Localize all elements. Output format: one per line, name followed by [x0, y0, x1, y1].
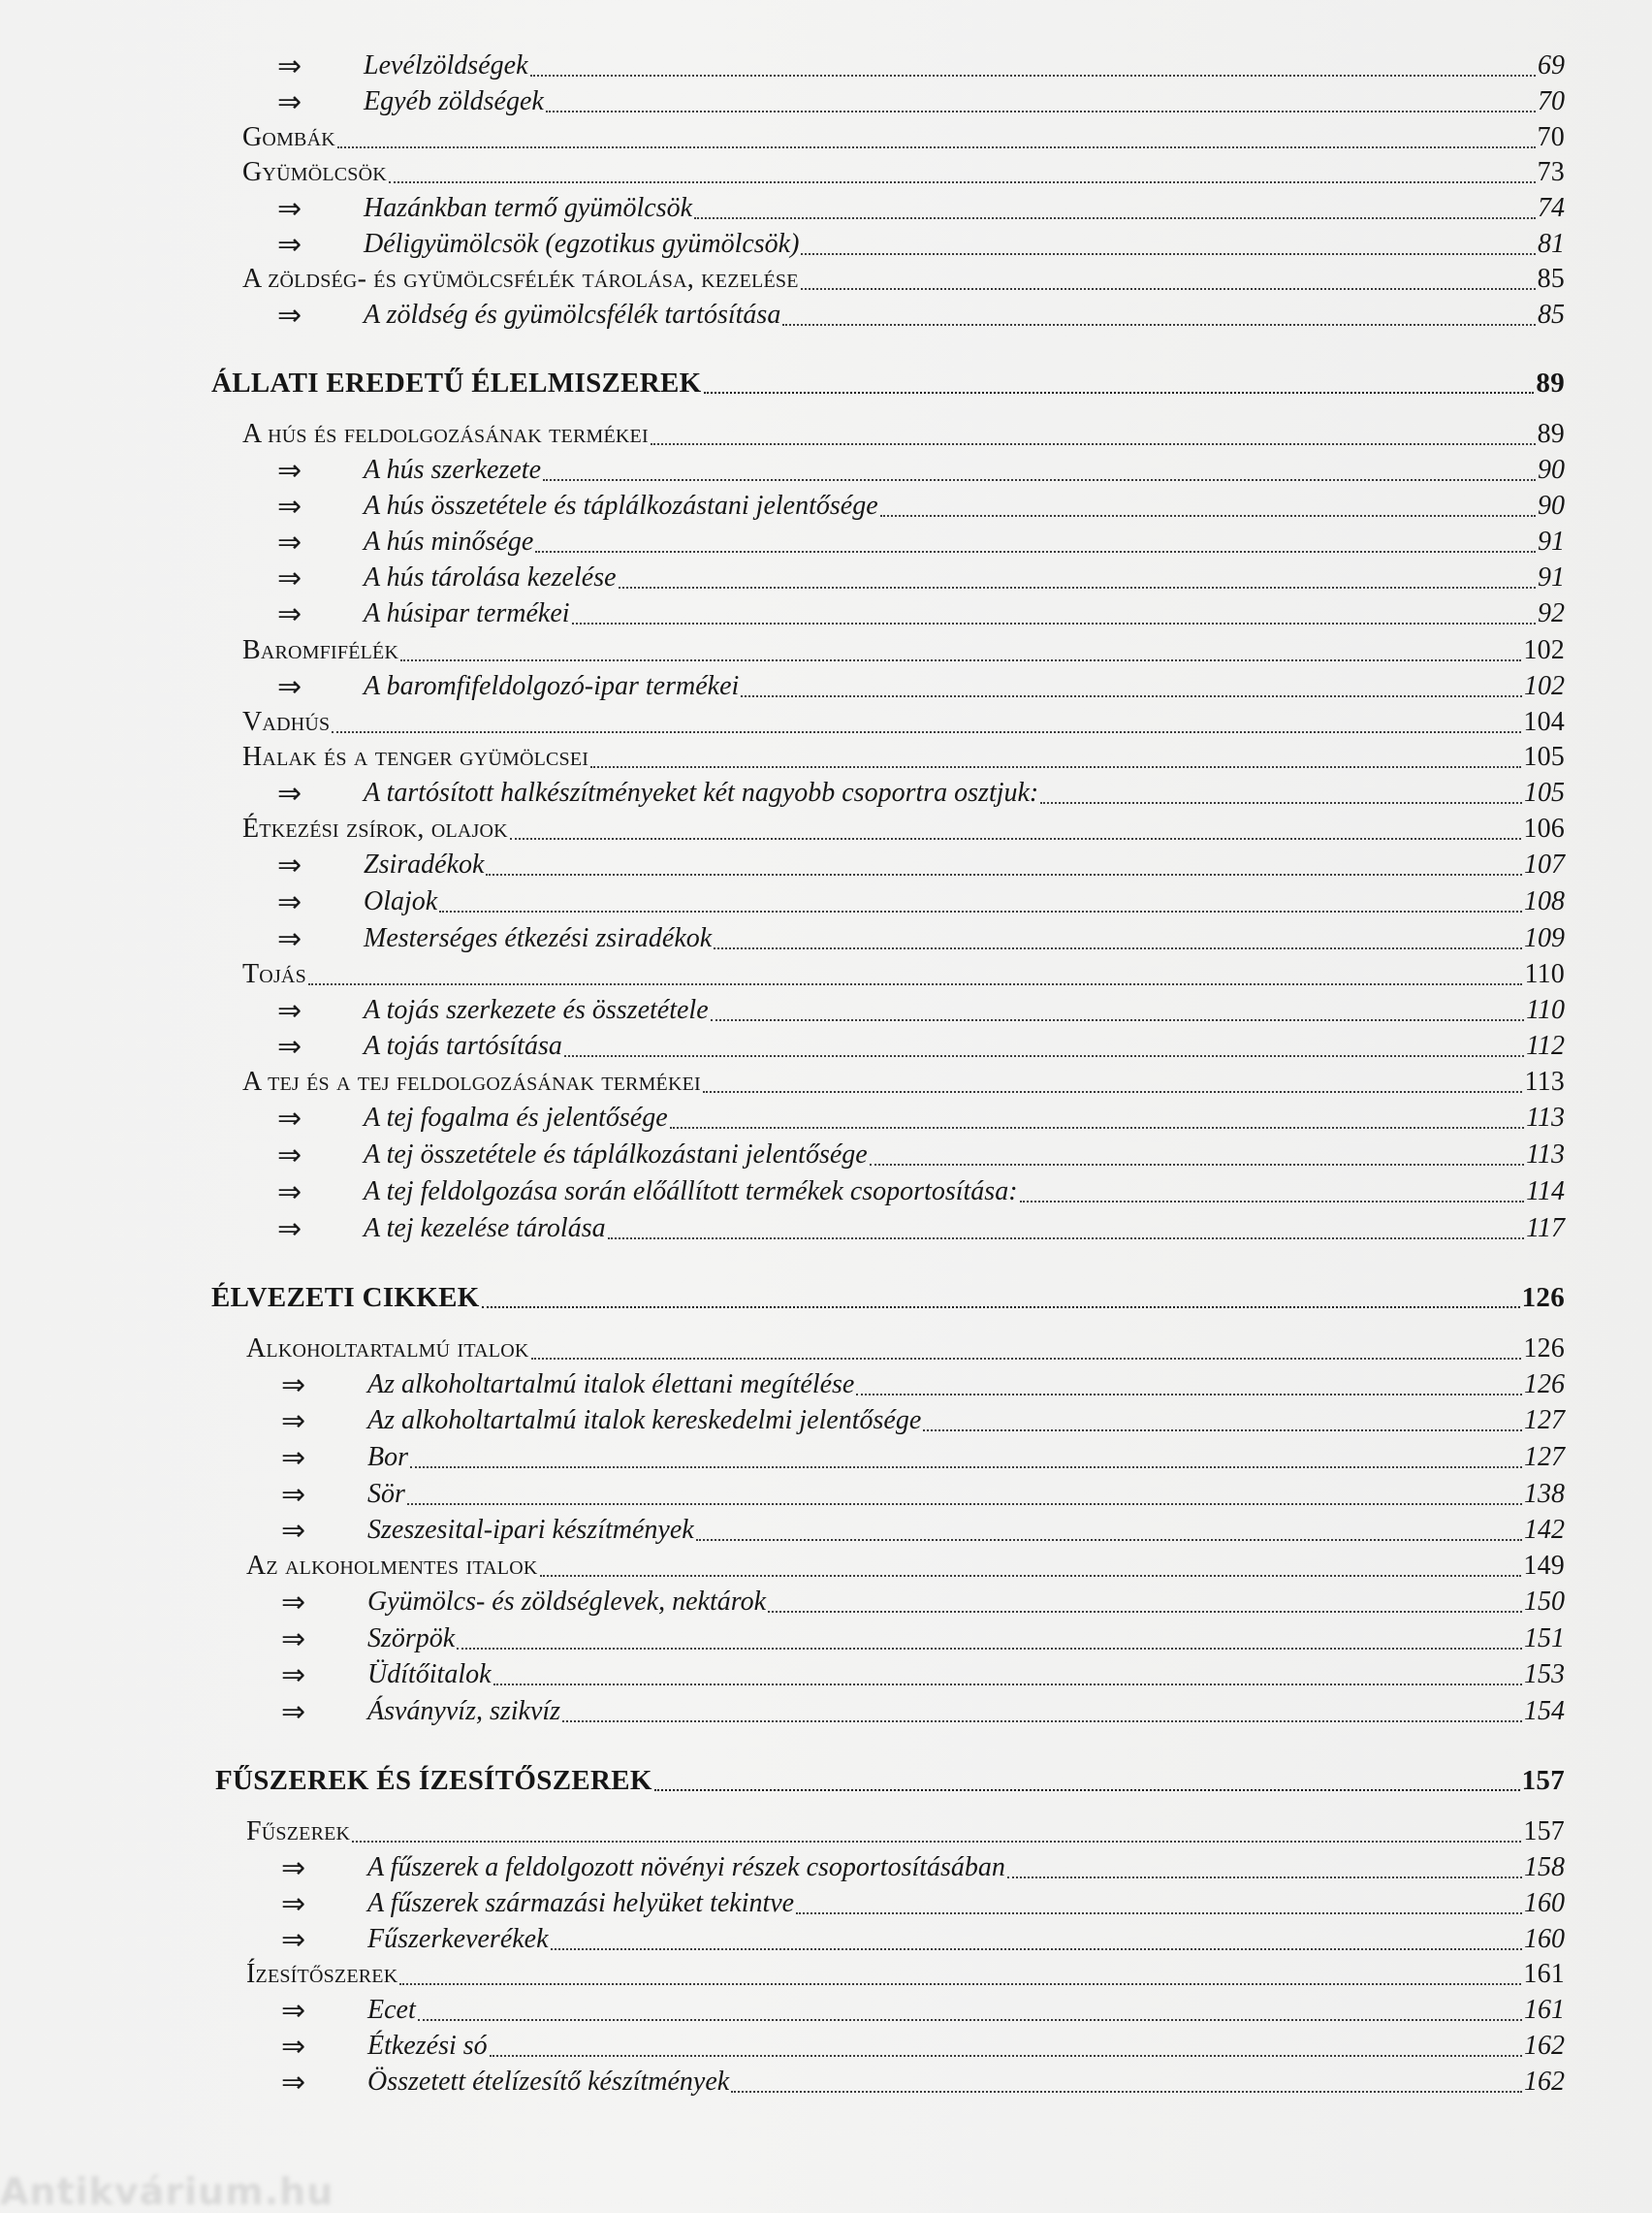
toc-page-number: 74	[1538, 193, 1565, 223]
dot-leader	[564, 1055, 1524, 1057]
arrow-icon: ⇒	[277, 1102, 302, 1136]
dot-leader	[399, 1983, 1521, 1985]
arrow-icon: ⇒	[281, 1368, 306, 1402]
toc-entry	[281, 1586, 1565, 1620]
dot-leader	[543, 479, 1536, 481]
toc-page-number: 160	[1524, 1888, 1565, 1918]
toc-page-number: 105	[1523, 742, 1565, 772]
dot-leader	[1007, 1876, 1522, 1878]
toc-page-number: 158	[1524, 1852, 1565, 1882]
toc-entry-title: A tartósított halkészítményeket két nagyobb csoportra osztjuk:	[364, 778, 1039, 808]
arrow-icon: ⇒	[277, 1139, 302, 1172]
toc-entry	[277, 1102, 1565, 1136]
toc-entry	[277, 228, 1565, 262]
toc-page-number: 113	[1524, 1067, 1565, 1097]
arrow-icon: ⇒	[281, 1658, 306, 1692]
dot-leader	[1020, 1201, 1525, 1203]
toc-entry	[277, 454, 1565, 488]
toc-entry	[277, 85, 1565, 119]
toc-entry	[277, 526, 1565, 560]
dot-leader	[711, 1019, 1524, 1021]
dot-leader	[540, 1575, 1522, 1577]
toc-page-number: 85	[1538, 300, 1565, 330]
toc-section	[242, 959, 1565, 992]
toc-entry-title: Mesterséges étkezési zsiradékok	[364, 923, 713, 953]
toc-section	[242, 419, 1565, 452]
toc-entry-title: Ízesítőszerek	[246, 1959, 398, 1989]
arrow-icon: ⇒	[281, 2066, 306, 2100]
toc-entry-title: Hazánkban termő gyümölcsök	[364, 193, 693, 223]
toc-entry-title: A zöldség és gyümölcsfélék tartósítása	[364, 300, 781, 330]
toc-entry-title: Egyéb zöldségek	[364, 86, 544, 116]
dot-leader	[337, 146, 1536, 148]
dot-leader	[731, 2091, 1522, 2093]
toc-entry	[281, 1478, 1565, 1512]
toc-entry	[277, 777, 1565, 811]
toc-page-number: 91	[1538, 562, 1565, 593]
toc-section	[242, 742, 1565, 775]
toc-entry	[277, 922, 1565, 956]
toc-page-number: 81	[1538, 229, 1565, 259]
toc-page-number: 127	[1524, 1405, 1565, 1435]
toc-section	[242, 1067, 1565, 1100]
dot-leader	[923, 1429, 1522, 1431]
toc-entry-title: Étkezési zsírok, olajok	[242, 814, 508, 844]
dot-leader	[493, 1684, 1522, 1685]
toc-entry-title: Üdítőitalok	[367, 1659, 492, 1689]
dot-leader	[551, 1948, 1522, 1950]
toc-entry	[281, 1887, 1565, 1921]
dot-leader	[389, 181, 1536, 183]
dot-leader	[801, 288, 1536, 290]
toc-entry	[277, 192, 1565, 226]
toc-page-number: 149	[1523, 1551, 1565, 1581]
toc-page-number: 104	[1523, 707, 1565, 737]
toc-entry-title: A tej fogalma és jelentősége	[364, 1103, 668, 1133]
toc-page-number: 105	[1524, 778, 1565, 808]
toc-page-number: 90	[1538, 491, 1565, 521]
toc-entry-title: Fűszerek	[246, 1816, 351, 1846]
toc-entry	[281, 1368, 1565, 1402]
toc-page-number: 113	[1526, 1139, 1565, 1170]
toc-entry	[277, 597, 1565, 631]
toc-entry-title: Étkezési só	[367, 2031, 488, 2061]
toc-entry-title: Vadhús	[242, 707, 331, 737]
toc-entry	[277, 49, 1565, 83]
toc-entry-title: A fűszerek származási helyüket tekintve	[367, 1888, 795, 1918]
toc-entry	[277, 299, 1565, 333]
dot-leader	[704, 392, 1535, 394]
dot-leader	[572, 623, 1536, 625]
toc-page-number: 90	[1538, 455, 1565, 485]
dot-leader	[856, 1394, 1522, 1395]
toc-entry	[281, 1851, 1565, 1885]
arrow-icon: ⇒	[277, 561, 302, 595]
dot-leader	[651, 443, 1536, 445]
toc-entry	[281, 1658, 1565, 1692]
toc-entry-title: A tej kezelése tárolása	[364, 1213, 606, 1243]
toc-entry-title: Az alkoholtartalmú italok kereskedelmi jelentősége	[367, 1405, 922, 1435]
toc-page-number: 92	[1538, 598, 1565, 628]
toc-page-number: 106	[1523, 814, 1565, 844]
toc-page-number: 110	[1524, 959, 1565, 989]
toc-page-number: 153	[1524, 1659, 1565, 1689]
dot-leader	[801, 253, 1536, 255]
toc-chapter	[211, 1282, 1565, 1315]
arrow-icon: ⇒	[281, 1441, 306, 1475]
toc-entry	[277, 1139, 1565, 1172]
toc-entry-title: A húsipar termékei	[364, 598, 570, 628]
toc-entry	[281, 1441, 1565, 1475]
toc-page-number: 69	[1538, 50, 1565, 80]
toc-entry-title: Tojás	[242, 959, 306, 989]
toc-page-number: 126	[1521, 1282, 1565, 1313]
toc-page-number: 157	[1521, 1765, 1565, 1796]
toc-entry-title: Gyümölcs- és zöldséglevek, nektárok	[367, 1587, 767, 1617]
arrow-icon: ⇒	[277, 597, 302, 631]
dot-leader	[332, 731, 1521, 733]
toc-page-number: 151	[1524, 1623, 1565, 1653]
toc-entry-title: A hús összetétele és táplálkozástani jelentősége	[364, 491, 878, 521]
toc-entry-title: A tej feldolgozása során előállított termékek csoportosítása:	[364, 1176, 1018, 1206]
toc-chapter	[211, 368, 1565, 401]
arrow-icon: ⇒	[277, 228, 302, 262]
toc-entry-title: A hús szerkezete	[364, 455, 541, 485]
toc-section	[246, 1333, 1565, 1366]
toc-entry	[277, 1030, 1565, 1064]
toc-entry-title: A tojás tartósítása	[364, 1031, 562, 1061]
dot-leader	[486, 874, 1522, 876]
toc-entry	[281, 1514, 1565, 1548]
toc-entry	[277, 490, 1565, 524]
toc-entry-title: Alkoholtartalmú italok	[246, 1333, 529, 1363]
arrow-icon: ⇒	[277, 1212, 302, 1246]
toc-section	[242, 157, 1565, 190]
toc-entry-title: Zsiradékok	[364, 850, 485, 880]
toc-page-number: 70	[1537, 122, 1565, 152]
toc-section	[242, 814, 1565, 847]
toc-page-number: 161	[1523, 1959, 1565, 1989]
toc-entry-title: Levélzöldségek	[364, 50, 528, 80]
arrow-icon: ⇒	[281, 1622, 306, 1656]
dot-leader	[590, 766, 1521, 768]
toc-entry	[281, 1404, 1565, 1438]
dot-leader	[782, 324, 1536, 326]
toc-entry	[281, 2030, 1565, 2064]
arrow-icon: ⇒	[277, 49, 302, 83]
toc-entry-title: Fűszerkeverékek	[367, 1924, 549, 1954]
dot-leader	[531, 1358, 1522, 1360]
dot-leader	[880, 515, 1536, 517]
arrow-icon: ⇒	[277, 777, 302, 811]
toc-section	[242, 635, 1565, 668]
arrow-icon: ⇒	[277, 192, 302, 226]
dot-leader	[696, 1539, 1522, 1541]
dot-leader	[703, 1091, 1523, 1093]
dot-leader	[510, 838, 1522, 840]
toc-page-number: 110	[1526, 995, 1565, 1025]
arrow-icon: ⇒	[281, 1514, 306, 1548]
arrow-icon: ⇒	[277, 670, 302, 704]
toc-entry-title: Baromfifélék	[242, 635, 399, 665]
arrow-icon: ⇒	[277, 1175, 302, 1209]
dot-leader	[768, 1611, 1522, 1613]
arrow-icon: ⇒	[281, 1586, 306, 1620]
toc-page-number: 160	[1524, 1924, 1565, 1954]
toc-entry	[277, 1175, 1565, 1209]
dot-leader	[352, 1841, 1521, 1843]
toc-page-number: 127	[1524, 1442, 1565, 1472]
toc-entry	[277, 561, 1565, 595]
toc-entry-title: A tej összetétele és táplálkozástani jelentősége	[364, 1139, 868, 1170]
toc-page-number: 126	[1523, 1333, 1565, 1363]
toc-entry-title: Halak és a tenger gyümölcsei	[242, 742, 589, 772]
toc-page-number: 70	[1538, 86, 1565, 116]
toc-section	[242, 707, 1565, 740]
toc-section	[242, 264, 1565, 297]
arrow-icon: ⇒	[277, 299, 302, 333]
dot-leader	[608, 1237, 1524, 1239]
arrow-icon: ⇒	[281, 1404, 306, 1438]
dot-leader	[407, 1503, 1522, 1505]
dot-leader	[741, 695, 1522, 697]
arrow-icon: ⇒	[277, 849, 302, 882]
toc-entry-title: Gombák	[242, 122, 335, 152]
toc-page-number: 161	[1524, 1995, 1565, 2025]
toc-entry	[281, 1695, 1565, 1729]
toc-entry	[277, 1212, 1565, 1246]
dot-leader	[670, 1127, 1524, 1129]
toc-section	[246, 1959, 1565, 1992]
toc-page-number: 89	[1537, 419, 1565, 449]
dot-leader	[308, 983, 1523, 985]
toc-entry-title: Sör	[367, 1479, 405, 1509]
dot-leader	[410, 1466, 1522, 1468]
toc-page-number: 85	[1537, 264, 1565, 294]
toc-page-number: 108	[1524, 886, 1565, 916]
toc-page-number: 157	[1523, 1816, 1565, 1846]
toc-entry-title: Gyümölcsök	[242, 157, 387, 187]
toc-section	[246, 1551, 1565, 1584]
toc-page-number: 142	[1524, 1515, 1565, 1545]
toc-entry	[277, 885, 1565, 919]
toc-entry	[281, 1994, 1565, 2028]
toc-entry	[277, 670, 1565, 704]
arrow-icon: ⇒	[277, 85, 302, 119]
toc-page-number: 162	[1524, 2031, 1565, 2061]
toc-page-number: 112	[1526, 1031, 1565, 1061]
toc-page-number: 113	[1526, 1103, 1565, 1133]
dot-leader	[482, 1306, 1520, 1308]
toc-entry	[281, 2066, 1565, 2100]
arrow-icon: ⇒	[277, 454, 302, 488]
dot-leader	[400, 659, 1521, 661]
toc-entry-title: ÁLLATI EREDETŰ ÉLELMISZEREK	[211, 368, 702, 399]
toc-entry-title: Olajok	[364, 886, 438, 916]
arrow-icon: ⇒	[277, 994, 302, 1028]
dot-leader	[654, 1789, 1520, 1791]
toc-chapter	[215, 1765, 1565, 1798]
arrow-icon: ⇒	[281, 1887, 306, 1921]
dot-leader	[439, 911, 1522, 913]
dot-leader	[870, 1164, 1524, 1166]
arrow-icon: ⇒	[277, 526, 302, 560]
toc-entry	[277, 849, 1565, 882]
dot-leader	[694, 217, 1536, 219]
toc-entry-title: Az alkoholmentes italok	[246, 1551, 538, 1581]
toc-page-number: 114	[1526, 1176, 1565, 1206]
arrow-icon: ⇒	[281, 1851, 306, 1885]
toc-page-number: 109	[1524, 923, 1565, 953]
arrow-icon: ⇒	[281, 1923, 306, 1957]
toc-entry-title: A zöldség- és gyümölcsfélék tárolása, kezelése	[242, 264, 799, 294]
toc-page-number: 126	[1524, 1369, 1565, 1399]
toc-page-number: 89	[1536, 368, 1565, 399]
toc-entry-title: Bor	[367, 1442, 408, 1472]
toc-section	[242, 122, 1565, 155]
toc-section	[246, 1816, 1565, 1849]
arrow-icon: ⇒	[281, 1695, 306, 1729]
dot-leader	[1040, 802, 1522, 804]
toc-entry-title: A fűszerek a feldolgozott növényi részek csoportosításában	[367, 1852, 1005, 1882]
toc-entry-title: Ecet	[367, 1995, 416, 2025]
toc-entry-title: Az alkoholtartalmú italok élettani megítélése	[367, 1369, 855, 1399]
dot-leader	[457, 1648, 1522, 1650]
toc-page-number: 150	[1524, 1587, 1565, 1617]
toc-entry-title: A baromfifeldolgozó-ipar termékei	[364, 671, 740, 701]
arrow-icon: ⇒	[277, 490, 302, 524]
dot-leader	[535, 551, 1536, 553]
watermark: Antikvárium.hu	[0, 2170, 334, 2213]
arrow-icon: ⇒	[277, 1030, 302, 1064]
toc-entry-title: Szeszesital-ipari készítmények	[367, 1515, 694, 1545]
arrow-icon: ⇒	[277, 885, 302, 919]
dot-leader	[619, 587, 1536, 589]
toc-entry-title: Összetett ételízesítő készítmények	[367, 2067, 730, 2097]
toc-entry	[281, 1622, 1565, 1656]
dot-leader	[546, 111, 1536, 112]
toc-entry-title: Szörpök	[367, 1623, 456, 1653]
dot-leader	[714, 947, 1522, 949]
toc-entry	[281, 1923, 1565, 1957]
toc-page-number: 138	[1524, 1479, 1565, 1509]
dot-leader	[530, 75, 1537, 77]
arrow-icon: ⇒	[281, 1478, 306, 1512]
toc-page-number: 107	[1524, 850, 1565, 880]
dot-leader	[490, 2055, 1522, 2057]
arrow-icon: ⇒	[281, 1994, 306, 2028]
toc-entry-title: A hús tárolása kezelése	[364, 562, 617, 593]
dot-leader	[562, 1720, 1522, 1722]
dot-leader	[796, 1912, 1522, 1914]
arrow-icon: ⇒	[281, 2030, 306, 2064]
dot-leader	[418, 2019, 1522, 2021]
toc-entry-title: Déligyümölcsök (egzotikus gyümölcsök)	[364, 229, 800, 259]
arrow-icon: ⇒	[277, 922, 302, 956]
toc-page-number: 91	[1538, 527, 1565, 557]
toc-page-number: 73	[1537, 157, 1565, 187]
toc-page-number: 102	[1524, 671, 1565, 701]
toc-page-number: 162	[1524, 2067, 1565, 2097]
toc-entry-title: A tej és a tej feldolgozásának termékei	[242, 1067, 701, 1097]
toc-entry-title: ÉLVEZETI CIKKEK	[211, 1282, 480, 1313]
toc-entry-title: Ásványvíz, szikvíz	[367, 1696, 561, 1726]
toc-page-number: 102	[1523, 635, 1565, 665]
toc-entry-title: A hús és feldolgozásának termékei	[242, 419, 649, 449]
toc-page-number: 154	[1524, 1696, 1565, 1726]
toc-page-number: 117	[1526, 1213, 1565, 1243]
toc-entry	[277, 994, 1565, 1028]
toc-entry-title: FŰSZEREK ÉS ÍZESÍTŐSZEREK	[215, 1765, 652, 1796]
toc-entry-title: A hús minősége	[364, 527, 534, 557]
toc-entry-title: A tojás szerkezete és összetétele	[364, 995, 709, 1025]
